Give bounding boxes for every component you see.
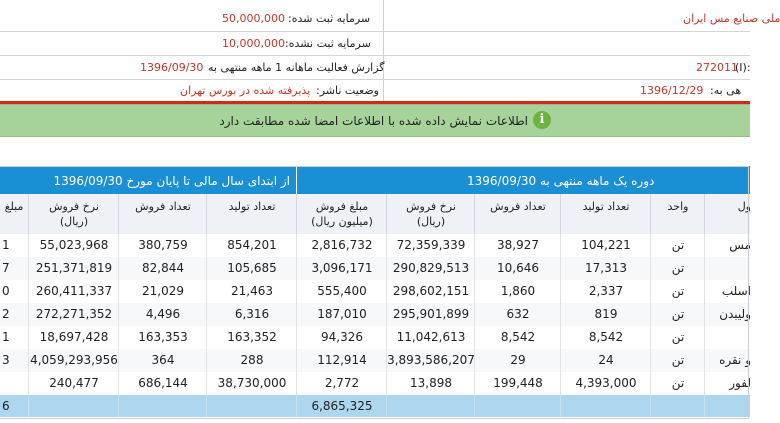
cell-production-qty-month: 24 xyxy=(560,349,651,372)
cell-sales-qty-month: 38,927 xyxy=(474,234,561,257)
cell-rate-month: 3,893,586,207 xyxy=(386,349,475,372)
col-unit: واحد xyxy=(650,194,705,234)
cell-sales-qty-month: 199,448 xyxy=(474,372,561,395)
cell-sales-amount-month: 2,816,732 xyxy=(296,234,387,257)
cell-production-qty-month: 8,542 xyxy=(560,326,651,349)
cell-production-qty-ytd: 6,316 xyxy=(206,303,297,326)
table-row xyxy=(0,257,750,281)
cell-unit: تن xyxy=(650,280,705,303)
cell-rate-month: 72,359,339 xyxy=(386,234,475,257)
report-period-label: گزارش فعالیت ماهانه 1 ماهه منتهی به xyxy=(208,61,385,74)
group-header-one-month-period xyxy=(297,166,750,194)
verification-notice xyxy=(0,104,750,137)
report-period-value: 1396/09/30 xyxy=(140,61,204,74)
cell-sales-qty-month: 29 xyxy=(474,349,561,372)
group-header-one-month-period-label: دوره یک ماهه منتهی به 1396/09/30 xyxy=(467,174,655,188)
total-empty-cell xyxy=(560,395,651,417)
cell-product: لفور xyxy=(704,372,751,395)
cell-rate-month: 11,042,613 xyxy=(386,326,475,349)
total-empty-cell xyxy=(206,395,297,417)
table-row xyxy=(0,372,750,396)
cell-unit: تن xyxy=(650,234,705,257)
total-empty-cell xyxy=(28,395,119,417)
table-total-row xyxy=(0,395,750,417)
cell-rate-ytd: 272,271,352 xyxy=(28,303,119,326)
cell-amount-partial xyxy=(0,372,28,395)
cell-sales-qty-ytd: 364 xyxy=(118,349,207,372)
publisher-status-label: وضعیت ناشر: xyxy=(316,84,379,97)
publisher-status-value: پذیرفته شده در بورس تهران xyxy=(180,84,311,97)
cell-rate-month: 13,898 xyxy=(386,372,475,395)
cell-production-qty-month: 2,337 xyxy=(560,280,651,303)
company-name-value: ملی صنایع مس ایران xyxy=(683,12,780,25)
total-empty-cell xyxy=(650,395,705,417)
cell-rate-month: 295,901,899 xyxy=(386,303,475,326)
company-info-panel xyxy=(0,0,780,101)
cell-rate-month: 298,602,151 xyxy=(386,280,475,303)
cell-rate-ytd: 55,023,968 xyxy=(28,234,119,257)
cell-amount-partial: 0 xyxy=(2,284,10,298)
cell-sales-qty-ytd: 686,144 xyxy=(118,372,207,395)
info-icon: i xyxy=(533,111,551,129)
table-row xyxy=(0,349,750,373)
cell-unit: تن xyxy=(650,326,705,349)
cell-sales-amount-month: 187,010 xyxy=(296,303,387,326)
cell-sales-amount-month: 94,326 xyxy=(296,326,387,349)
table-row xyxy=(0,303,750,327)
cell-production-qty-ytd: 21,463 xyxy=(206,280,297,303)
column-header-row xyxy=(0,194,750,234)
cell-sales-amount-month: 2,772 xyxy=(296,372,387,395)
group-header-fiscal-year-to-date xyxy=(0,166,296,194)
col-sales-qty-month: تعداد فروش xyxy=(474,194,561,234)
cell-amount-partial: 3 xyxy=(2,353,10,367)
cell-rate-ytd: 260,411,337 xyxy=(28,280,119,303)
cell-production-qty-ytd: 854,201 xyxy=(206,234,297,257)
cell-production-qty-month: 104,221 xyxy=(560,234,651,257)
cell-production-qty-month: 4,393,000 xyxy=(560,372,651,395)
col-production-qty-ytd: تعداد تولید xyxy=(206,194,297,234)
cell-amount-partial: 1 xyxy=(2,330,10,344)
monthly-activity-table xyxy=(0,166,750,418)
table-row xyxy=(0,280,750,304)
col-rate-ytd: نرخ فروش (ریال) xyxy=(28,194,119,234)
col-sales-amount-month: مبلغ فروش (میلیون ریال) xyxy=(296,194,387,234)
cell-sales-qty-month: 10,646 xyxy=(474,257,561,280)
cell-rate-ytd: 18,697,428 xyxy=(28,326,119,349)
cell-product: اسلب xyxy=(704,280,751,303)
cell-sales-qty-ytd: 163,353 xyxy=(118,326,207,349)
verification-notice-text: اطلاعات نمایش داده شده با اطلاعات امضا شده مطابقت دارد xyxy=(219,114,528,128)
total-empty-cell xyxy=(704,395,751,417)
cell-product: ولیبدن xyxy=(704,303,751,326)
col-amount-partial: مبلغ xyxy=(4,200,24,213)
cell-production-qty-month: 819 xyxy=(560,303,651,326)
col-product: ول xyxy=(704,194,751,234)
cell-production-qty-ytd: 288 xyxy=(206,349,297,372)
cell-sales-qty-month: 632 xyxy=(474,303,561,326)
cell-sales-amount-month: 112,914 xyxy=(296,349,387,372)
registered-capital-value: 50,000,000 xyxy=(222,12,285,25)
col-sales-qty-ytd: تعداد فروش xyxy=(118,194,207,234)
table-row xyxy=(0,234,750,258)
unregistered-capital-label: سرمایه ثبت نشده: xyxy=(285,37,371,50)
cell-sales-amount-month: 3,096,171 xyxy=(296,257,387,280)
cell-product xyxy=(704,326,751,349)
cell-unit: تن xyxy=(650,372,705,395)
group-header-fiscal-year-to-date-label: از ابتدای سال مالی تا پایان مورخ 1396/09/30 xyxy=(53,174,290,188)
fiscal-year-end-value: 1396/12/29 xyxy=(640,84,704,97)
cell-sales-qty-month: 1,860 xyxy=(474,280,561,303)
cell-production-qty-month: 17,313 xyxy=(560,257,651,280)
cell-unit: تن xyxy=(650,257,705,280)
cell-product xyxy=(704,257,751,280)
cell-production-qty-ytd: 38,730,000 xyxy=(206,372,297,395)
total-sales-amount-month: 6,865,325 xyxy=(296,395,387,417)
cell-unit: تن xyxy=(650,349,705,372)
cell-amount-partial: 2 xyxy=(2,307,10,321)
unregistered-capital-value: 10,000,000 xyxy=(222,37,285,50)
total-amount-partial: 6 xyxy=(2,399,10,413)
col-rate-month: نرخ فروش (ریال) xyxy=(386,194,475,234)
info-row-publisher-status xyxy=(0,80,750,101)
cell-production-qty-ytd: 105,685 xyxy=(206,257,297,280)
cell-rate-ytd: 251,371,819 xyxy=(28,257,119,280)
cell-rate-ytd: 4,059,293,956 xyxy=(28,349,119,372)
info-row-unregistered-capital xyxy=(0,32,750,56)
cell-amount-partial: 7 xyxy=(2,261,10,275)
total-empty-cell xyxy=(118,395,207,417)
info-row-report-period xyxy=(0,56,750,80)
info-row-registered-capital xyxy=(0,7,780,32)
cell-amount-partial: 1 xyxy=(2,238,10,252)
cell-product: و نقره xyxy=(704,349,751,372)
cell-sales-qty-ytd: 4,496 xyxy=(118,303,207,326)
cell-rate-ytd: 240,477 xyxy=(28,372,119,395)
cell-sales-qty-ytd: 380,759 xyxy=(118,234,207,257)
symbol-code-label: (I): xyxy=(735,61,751,74)
total-empty-cell xyxy=(386,395,475,417)
cell-sales-qty-ytd: 21,029 xyxy=(118,280,207,303)
cell-rate-month: 290,829,513 xyxy=(386,257,475,280)
cell-production-qty-ytd: 163,352 xyxy=(206,326,297,349)
cell-sales-qty-month: 8,542 xyxy=(474,326,561,349)
cell-sales-amount-month: 555,400 xyxy=(296,280,387,303)
symbol-code-value: 272011 xyxy=(696,61,738,74)
registered-capital-label: سرمایه ثبت شده: xyxy=(288,12,371,25)
cell-product: مس xyxy=(704,234,751,257)
col-production-qty-month: تعداد تولید xyxy=(560,194,651,234)
total-empty-cell xyxy=(474,395,561,417)
fiscal-year-end-label: هی به: xyxy=(710,84,742,97)
cell-sales-qty-ytd: 82,844 xyxy=(118,257,207,280)
table-row xyxy=(0,326,750,350)
cell-unit: تن xyxy=(650,303,705,326)
